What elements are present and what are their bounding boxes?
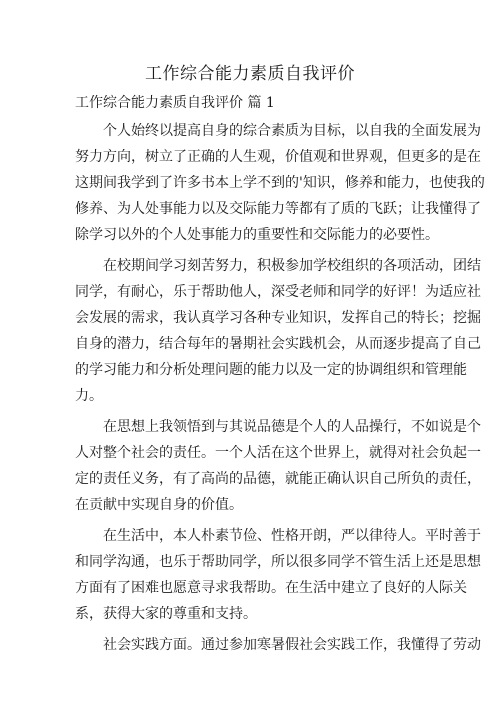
text-line: 修养、为人处事能力以及交际能力等都有了质的飞跃；让我懂得了 — [75, 201, 481, 217]
text-line: 会发展的需求，我认真学习各种专业知识，发挥自己的特长；挖掘 — [75, 310, 481, 326]
text-line: 社会实践方面。通过参加寒暑假社会实践工作，我懂得了劳动 — [103, 637, 481, 653]
paragraph — [75, 632, 481, 658]
text-line: 除学习以外的个人处事能力的重要性和交际能力的必要性。 — [75, 227, 439, 243]
document-title: 工作综合能力素质自我评价 — [145, 64, 355, 84]
text-line: 在贡献中实现自身的价值。 — [75, 497, 243, 513]
text-line: 努力方向，树立了正确的人生观，价值观和世界观，但更多的是在 — [75, 149, 481, 165]
paragraph — [75, 414, 481, 518]
text-line: 同学，有耐心，乐于帮助他人，深受老师和同学的好评！为适应社 — [75, 284, 481, 300]
text-line: 在校期间学习刻苦努力，积极参加学校组织的各项活动，团结 — [103, 258, 481, 274]
text-line: 的学习能力和分析处理问题的能力以及一定的协调组织和管理能 — [75, 362, 467, 378]
text-line: 力。 — [75, 388, 103, 404]
text-line: 在思想上我领悟到与其说品德是个人的人品操行，不如说是个 — [103, 419, 481, 435]
paragraph — [75, 253, 481, 409]
text-line: 这期间我学到了许多书本上学不到的'知识，修养和能力，也使我的 — [75, 175, 485, 191]
text-line: 方面有了困难也愿意寻求我帮助。在生活中建立了良好的人际关 — [75, 580, 467, 596]
paragraph — [75, 118, 485, 248]
text-line: 定的责任义务，有了高尚的品德，就能正确认识自己所负的责任， — [75, 471, 481, 487]
text-line: 系，获得大家的尊重和支持。 — [75, 606, 257, 622]
text-line: 在生活中，本人朴素节俭、性格开朗，严以律待人。平时善于 — [103, 528, 481, 544]
text-line: 个人始终以提高自身的综合素质为目标，以自我的全面发展为 — [103, 123, 481, 139]
text-line: 自身的潜力，结合每年的暑期社会实践机会，从而逐步提高了自己 — [75, 336, 481, 352]
text-line: 和同学沟通，也乐于帮助同学，所以很多同学不管生活上还是思想 — [75, 554, 481, 570]
section-heading: 工作综合能力素质自我评价 篇 1 — [75, 95, 275, 111]
text-line: 人对整个社会的责任。一个人活在这个世界上，就得对社会负起一 — [75, 445, 481, 461]
paragraph — [75, 523, 481, 627]
document-body — [75, 118, 485, 663]
